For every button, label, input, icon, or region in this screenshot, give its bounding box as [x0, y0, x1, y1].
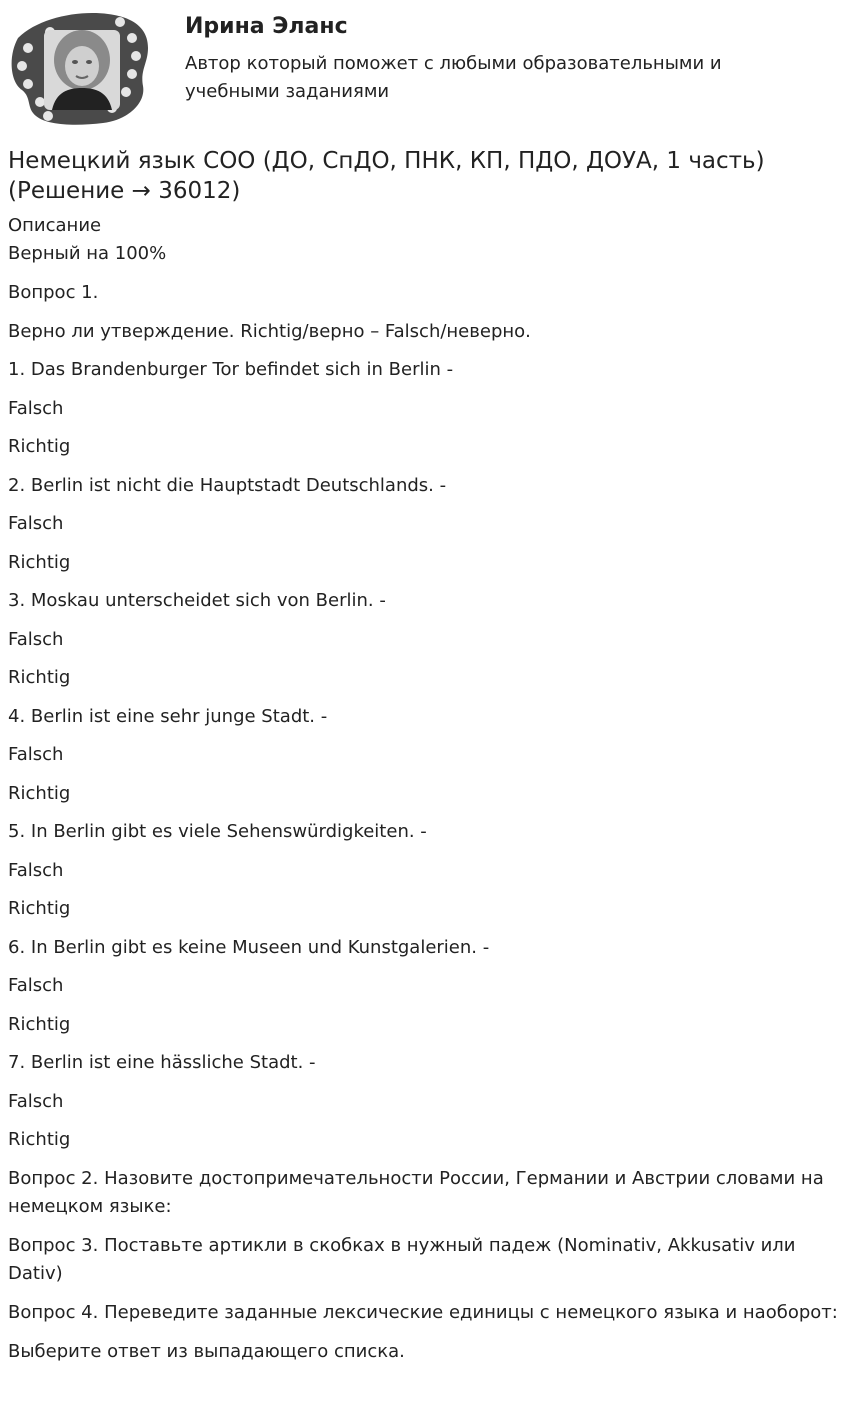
option-richtig: Richtig	[8, 1129, 71, 1150]
option-richtig: Richtig	[8, 667, 71, 688]
option-falsch: Falsch	[8, 397, 64, 419]
description-label: Описание	[8, 215, 102, 236]
statement-6: 6. In Berlin gibt es keine Museen und Kunstgalerien. -	[8, 936, 490, 958]
statement-5: 5. In Berlin gibt es viele Sehenswürdigkeiten. -	[8, 821, 427, 842]
author-card	[8, 6, 839, 126]
option-falsch: Falsch	[8, 859, 64, 881]
question-2: Вопрос 2. Назовите достопримечательности России, Германии и Австрии словами на немецком языке:	[8, 1167, 824, 1217]
description-text: Верный на 100%	[8, 243, 167, 264]
document-content	[8, 146, 842, 1376]
option-falsch: Falsch	[8, 628, 64, 650]
question-1-instruction: Верно ли утверждение. Richtig/верно – Falsch/неверно.	[8, 320, 531, 342]
option-richtig: Richtig	[8, 1013, 71, 1035]
author-name[interactable]: Ирина Эланс	[185, 14, 348, 39]
question-4-instruction: Выберите ответ из выпадающего списка.	[8, 1340, 405, 1362]
option-falsch: Falsch	[8, 513, 64, 534]
option-richtig: Richtig	[8, 782, 71, 804]
option-falsch: Falsch	[8, 975, 64, 996]
question-4: Вопрос 4. Переведите заданные лексические единицы с немецкого языка и наоборот:	[8, 1301, 838, 1323]
document-title: Немецкий язык СОО (ДО, СпДО, ПНК, КП, ПДО, ДОУА, 1 часть) (Решение → 36012)	[8, 148, 765, 204]
question-1-heading: Вопрос 1.	[8, 282, 99, 303]
option-falsch: Falsch	[8, 744, 64, 765]
author-description: Автор который поможет с любыми образовательными и учебными заданиями	[185, 53, 722, 102]
question-3: Вопрос 3. Поставьте артикли в скобках в нужный падеж (Nominativ, Akkusativ или Dativ)	[8, 1234, 796, 1284]
statement-3: 3. Moskau unterscheidet sich von Berlin. -	[8, 590, 386, 611]
statement-2: 2. Berlin ist nicht die Hauptstadt Deutschlands. -	[8, 474, 447, 496]
option-richtig: Richtig	[8, 898, 71, 919]
option-richtig: Richtig	[8, 551, 71, 573]
option-falsch: Falsch	[8, 1090, 64, 1112]
statement-4: 4. Berlin ist eine sehr junge Stadt. -	[8, 705, 328, 727]
statement-1: 1. Das Brandenburger Tor befindet sich in Berlin -	[8, 359, 454, 380]
option-richtig: Richtig	[8, 436, 71, 457]
statement-7: 7. Berlin ist eine hässliche Stadt. -	[8, 1052, 316, 1073]
author-avatar	[8, 8, 150, 126]
